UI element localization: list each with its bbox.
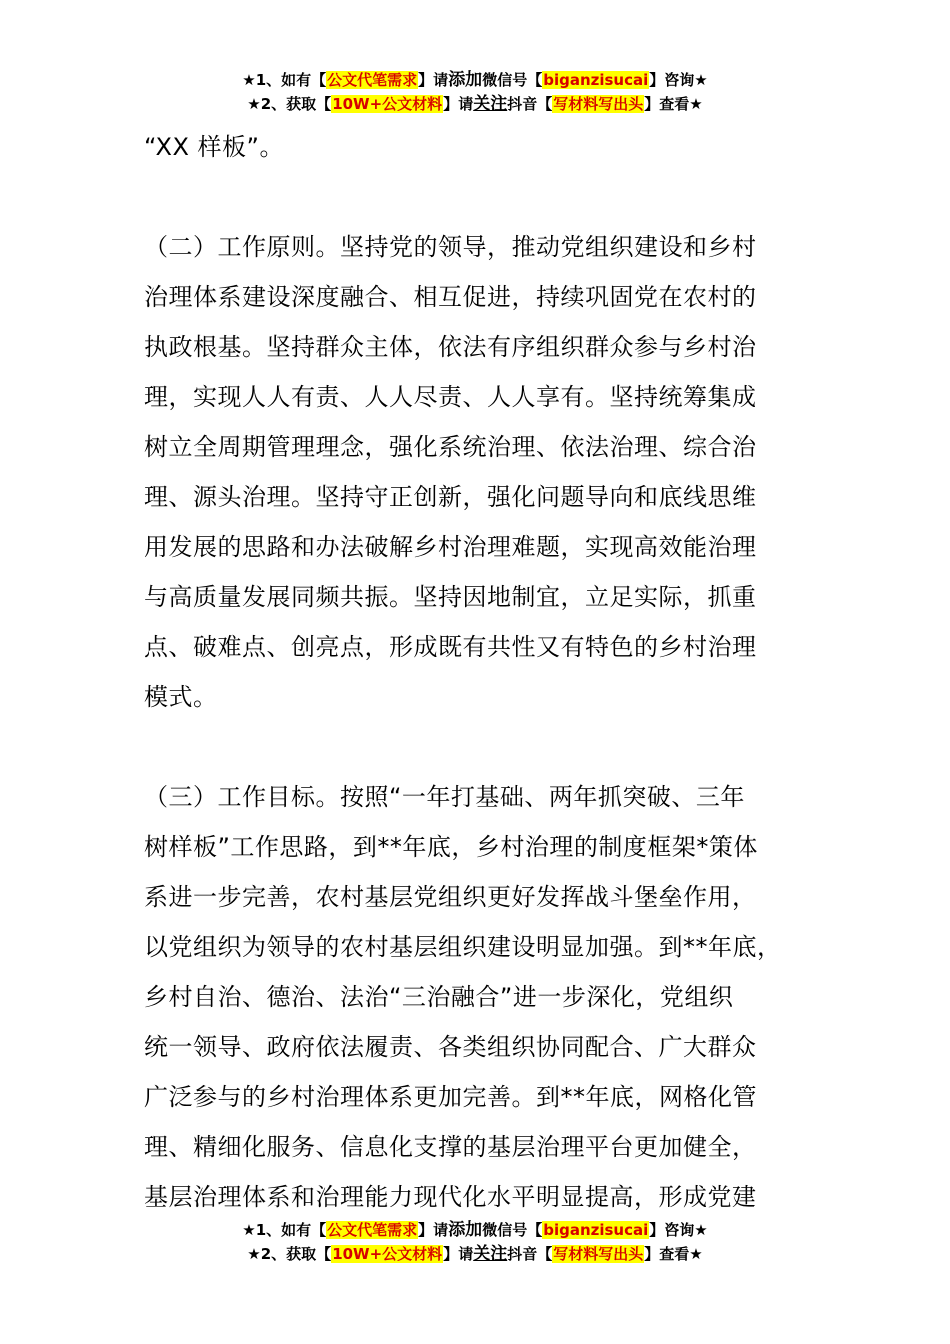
banner-text: 关注	[473, 94, 508, 114]
paragraph-line: （三）工作目标。按照“一年打基础、两年抓突破、三年	[144, 783, 745, 811]
paragraph-line: 乡村自治、德治、法治“三治融合”进一步深化，党组织	[144, 983, 734, 1011]
banner-text: 抖音【	[507, 95, 553, 113]
paragraph-line: 用发展的思路和办法破解乡村治理难题，实现高效能治理	[144, 533, 757, 561]
banner-text: 】咨询★	[649, 71, 708, 89]
paragraph-line: 统一领导、政府依法履责、各类组织协同配合、广大群众	[144, 1033, 757, 1061]
banner-highlight: 公文代笔需求	[327, 71, 418, 89]
banner-highlight: 10W+公文材料	[332, 95, 443, 113]
document-body	[144, 122, 844, 1222]
banner-line-2	[0, 1242, 950, 1266]
paragraph-line: 以党组织为领导的农村基层组织建设明显加强。到**年底，	[144, 933, 782, 961]
paragraph-line: 执政根基。坚持群众主体，依法有序组织群众参与乡村治	[144, 333, 757, 361]
banner-text: ★2、获取【	[247, 1245, 332, 1263]
banner-text: 】请	[443, 1245, 474, 1263]
paragraph-line: 树立全周期管理理念，强化系统治理、依法治理、综合治	[144, 433, 757, 461]
banner-text: 】查看★	[644, 95, 703, 113]
banner-text: 】请	[418, 71, 449, 89]
banner-text: 微信号【	[482, 1221, 543, 1239]
banner-text: 】咨询★	[649, 1221, 708, 1239]
footer-banner	[0, 1218, 950, 1266]
banner-text: 】请	[418, 1221, 449, 1239]
banner-highlight: 公文代笔需求	[327, 1221, 418, 1239]
paragraph-line: 理、精细化服务、信息化支撑的基层治理平台更加健全，	[144, 1133, 757, 1161]
paragraph-gap	[144, 172, 844, 222]
banner-text: 添加	[448, 1220, 483, 1240]
wechat-id-highlight: biganzisucai	[543, 1221, 649, 1239]
wechat-id-highlight: biganzisucai	[543, 71, 649, 89]
banner-text: ★2、获取【	[247, 95, 332, 113]
banner-highlight: 10W+公文材料	[332, 1245, 443, 1263]
paragraph-line: 理，实现人人有责、人人尽责、人人享有。坚持统筹集成	[144, 383, 757, 411]
douyin-id-highlight: 写材料写出头	[553, 95, 644, 113]
banner-text: 添加	[448, 70, 483, 90]
banner-text: 关注	[473, 1244, 508, 1264]
banner-line-1	[0, 1218, 950, 1242]
paragraph-line: 广泛参与的乡村治理体系更加完善。到**年底，网格化管	[144, 1083, 757, 1111]
banner-text: 抖音【	[507, 1245, 553, 1263]
banner-line-1	[0, 68, 950, 92]
banner-text: 】查看★	[644, 1245, 703, 1263]
paragraph-line: （二）工作原则。坚持党的领导，推动党组织建设和乡村	[144, 233, 757, 261]
paragraph-line: 理、源头治理。坚持守正创新，强化问题导向和底线思维	[144, 483, 757, 511]
banner-text: 】请	[443, 95, 474, 113]
paragraph-line: 基层治理体系和治理能力现代化水平明显提高，形成党建	[144, 1183, 757, 1211]
paragraph-line: “XX 样板”。	[144, 133, 284, 161]
banner-text: ★1、如有【	[242, 71, 327, 89]
paragraph-line: 模式。	[144, 683, 218, 711]
paragraph-line: 治理体系建设深度融合、相互促进，持续巩固党在农村的	[144, 283, 757, 311]
paragraph-work-goals	[144, 772, 844, 1222]
paragraph-work-principles	[144, 222, 844, 722]
paragraph-line: 点、破难点、创亮点，形成既有共性又有特色的乡村治理	[144, 633, 757, 661]
paragraph-line: 与高质量发展同频共振。坚持因地制宜，立足实际，抓重	[144, 583, 757, 611]
banner-line-2	[0, 92, 950, 116]
header-banner	[0, 68, 950, 116]
banner-text: ★1、如有【	[242, 1221, 327, 1239]
paragraph-line: 系进一步完善，农村基层党组织更好发挥战斗堡垒作用，	[144, 883, 757, 911]
paragraph-line: 树样板”工作思路，到**年底，乡村治理的制度框架*策体	[144, 833, 758, 861]
douyin-id-highlight: 写材料写出头	[553, 1245, 644, 1263]
paragraph-gap	[144, 722, 844, 772]
banner-text: 微信号【	[482, 71, 543, 89]
